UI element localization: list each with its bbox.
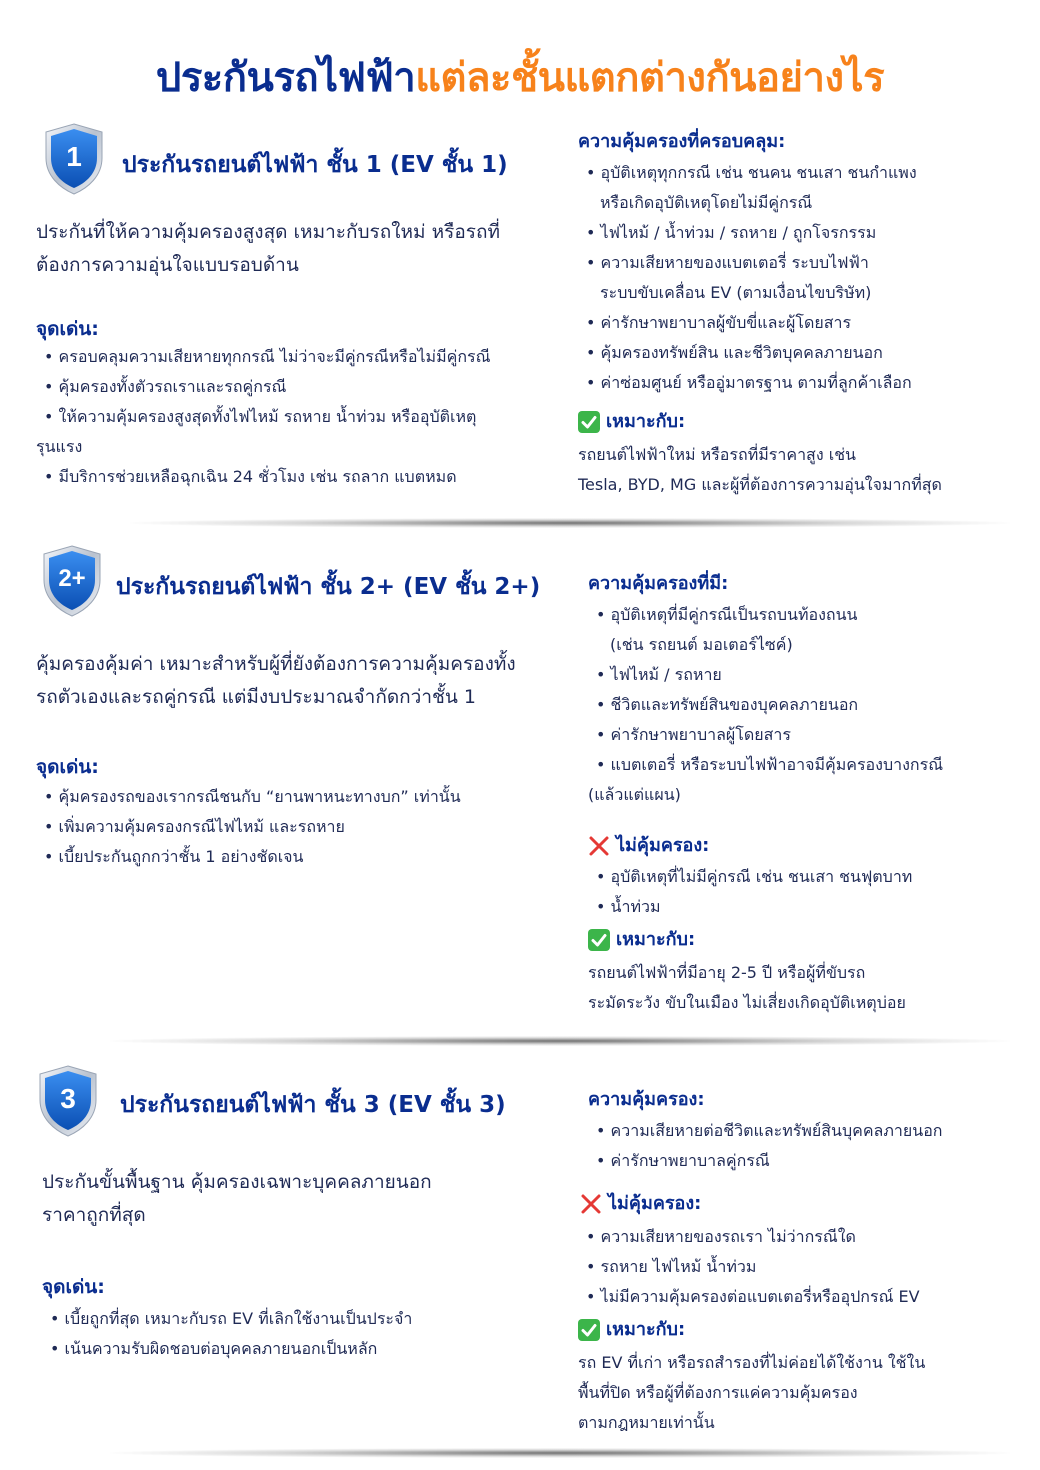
- suitable-heading-label: เหมาะกับ:: [606, 411, 686, 432]
- suitable-line: รถยนต์ไฟฟ้าใหม่ หรือรถที่มีราคาสูง เช่น: [578, 445, 856, 464]
- suitable-line: พื้นที่ปิด หรือผู้ที่ต้องการแค่ความคุ้มครอง: [578, 1383, 858, 1402]
- suitable-line: ตามกฎหมายเท่านั้น: [578, 1413, 715, 1432]
- highlights-heading: จุดเด่น:: [42, 1276, 105, 1298]
- list-item: • ความเสียหายของรถเรา ไม่ว่ากรณีใด: [578, 1222, 1018, 1252]
- highlights-heading: จุดเด่น:: [36, 756, 99, 778]
- list-item: หรือเกิดอุบัติเหตุโดยไม่มีคู่กรณี: [600, 193, 813, 212]
- check-icon: [588, 929, 610, 951]
- list-item: • เพิ่มความคุ้มครองกรณีไฟไหม้ และรถหาย: [36, 812, 566, 842]
- section-divider: [130, 518, 1010, 528]
- list-item: • ไฟไหม้ / รถหาย: [588, 660, 1018, 690]
- list-item: • ชีวิตและทรัพย์สินของบุคคลภายนอก: [588, 690, 1018, 720]
- suitable-line: รถ EV ที่เก่า หรือรถสำรองที่ไม่ค่อยได้ใช้งาน ใช้ใน: [578, 1353, 926, 1372]
- page-title-part2: แต่ละชั้นแตกต่างกันอย่างไร: [415, 55, 885, 101]
- list-item: • คุ้มครองทรัพย์สิน และชีวิตบุคคลภายนอก: [578, 338, 1018, 368]
- list-item: • อุบัติเหตุที่มีคู่กรณีเป็นรถบนท้องถนน: [588, 600, 1018, 630]
- page-title-part1: ประกันรถไฟฟ้า: [155, 55, 416, 101]
- not-covered-heading-label: ไม่คุ้มครอง:: [616, 835, 710, 856]
- list-item: รุนแรง: [36, 437, 83, 456]
- description-line: ต้องการความอุ่นใจแบบรอบด้าน: [36, 254, 299, 276]
- tier-title: ประกันรถยนต์ไฟฟ้า ชั้น 2+ (EV ชั้น 2+): [116, 574, 541, 600]
- list-item: • ไม่มีความคุ้มครองต่อแบตเตอรี่หรืออุปกรณ์ EV: [578, 1282, 1018, 1312]
- suitable-text: [578, 1348, 925, 1438]
- suitable-text: [578, 440, 942, 500]
- page-title: [0, 52, 1040, 104]
- coverage-list: [588, 600, 1018, 810]
- suitable-heading-label: เหมาะกับ:: [616, 929, 696, 950]
- description-line: ประกันขั้นพื้นฐาน คุ้มครองเฉพาะบุคคลภายนอก: [42, 1171, 432, 1193]
- list-item: ระบบขับเคลื่อน EV (ตามเงื่อนไขบริษัท): [600, 283, 872, 302]
- cross-icon: [588, 835, 610, 857]
- cross-icon: [580, 1193, 602, 1215]
- suitable-heading: [578, 1318, 685, 1342]
- tier-title: ประกันรถยนต์ไฟฟ้า ชั้น 3 (EV ชั้น 3): [120, 1092, 506, 1118]
- suitable-line: รถยนต์ไฟฟ้าที่มีอายุ 2-5 ปี หรือผู้ที่ขับรถ: [588, 963, 866, 982]
- suitable-text: [588, 958, 906, 1018]
- tier-2plus-section: [0, 540, 1040, 1040]
- description-line: ราคาถูกที่สุด: [42, 1204, 146, 1226]
- list-item: • น้ำท่วม: [588, 892, 1018, 922]
- description-line: ประกันที่ให้ความคุ้มครองสูงสุด เหมาะกับรถใหม่ หรือรถที่: [36, 221, 500, 243]
- description-line: คุ้มครองคุ้มค่า เหมาะสำหรับผู้ที่ยังต้องการความคุ้มครองทั้ง: [36, 653, 516, 675]
- suitable-line: ระมัดระวัง ขับในเมือง ไม่เสี่ยงเกิดอุบัติเหตุบ่อย: [588, 993, 906, 1012]
- tier-badge: 1: [66, 141, 82, 172]
- list-item: (เช่น รถยนต์ มอเตอร์ไซค์): [610, 635, 793, 654]
- coverage-heading: ความคุ้มครองที่ครอบคลุม:: [578, 131, 786, 152]
- list-item: • เบี้ยประกันถูกกว่าชั้น 1 อย่างชัดเจน: [36, 842, 566, 872]
- tier-description: [42, 1166, 432, 1232]
- coverage-heading: ความคุ้มครอง:: [588, 1089, 705, 1110]
- shield-icon: [36, 1064, 100, 1138]
- list-item: • เน้นความรับผิดชอบต่อบุคคลภายนอกเป็นหลัก: [42, 1334, 572, 1364]
- check-icon: [578, 1319, 600, 1341]
- shield-icon: [42, 122, 106, 196]
- list-item: • ไฟไหม้ / น้ำท่วม / รถหาย / ถูกโจรกรรม: [578, 218, 1018, 248]
- suitable-heading: [588, 928, 695, 952]
- list-item: • มีบริการช่วยเหลือฉุกเฉิน 24 ชั่วโมง เช่น รถลาก แบตหมด: [36, 462, 566, 492]
- list-item: • ให้ความคุ้มครองสูงสุดทั้งไฟไหม้ รถหาย น้ำท่วม หรืออุบัติเหตุ: [36, 402, 566, 432]
- list-item: • ค่าซ่อมศูนย์ หรืออู่มาตรฐาน ตามที่ลูกค้าเลือก: [578, 368, 1018, 398]
- list-item: • อุบัติเหตุที่ไม่มีคู่กรณี เช่น ชนเสา ชนฟุตบาท: [588, 862, 1018, 892]
- not-covered-heading: [588, 834, 709, 858]
- highlights-list: [42, 1304, 572, 1364]
- coverage-list: [578, 158, 1018, 398]
- not-covered-heading: [580, 1192, 701, 1216]
- highlights-list: [36, 782, 566, 872]
- suitable-line: Tesla, BYD, MG และผู้ที่ต้องการความอุ่นใจมากที่สุด: [578, 475, 942, 494]
- list-item: • ค่ารักษาพยาบาลคู่กรณี: [588, 1146, 1018, 1176]
- list-item: • อุบัติเหตุทุกกรณี เช่น ชนคน ชนเสา ชนกำแพง: [578, 158, 1018, 188]
- tier-1-section: [0, 118, 1040, 538]
- list-item: • ค่ารักษาพยาบาลผู้ขับขี่และผู้โดยสาร: [578, 308, 1018, 338]
- list-item: • คุ้มครองรถของเรากรณีชนกับ “ยานพาหนะทางบก” เท่านั้น: [36, 782, 566, 812]
- highlights-heading: จุดเด่น:: [36, 318, 99, 340]
- list-item: • ความเสียหายต่อชีวิตและทรัพย์สินบุคคลภายนอก: [588, 1116, 1018, 1146]
- tier-title: ประกันรถยนต์ไฟฟ้า ชั้น 1 (EV ชั้น 1): [122, 152, 508, 178]
- suitable-heading-label: เหมาะกับ:: [606, 1319, 686, 1340]
- tier-badge: 3: [60, 1083, 76, 1114]
- highlights-list: [36, 342, 566, 492]
- tier-badge: 2+: [58, 565, 86, 592]
- list-item: (แล้วแต่แผน): [588, 785, 681, 804]
- not-covered-list: [588, 862, 1018, 922]
- section-divider: [110, 1448, 1010, 1458]
- tier-3-section: [0, 1060, 1040, 1460]
- list-item: • ครอบคลุมความเสียหายทุกกรณี ไม่ว่าจะมีคู่กรณีหรือไม่มีคู่กรณี: [36, 342, 566, 372]
- tier-description: [36, 216, 500, 282]
- section-divider: [110, 1036, 1010, 1046]
- list-item: • แบตเตอรี่ หรือระบบไฟฟ้าอาจมีคุ้มครองบางกรณี: [588, 750, 1018, 780]
- shield-icon: [40, 544, 104, 618]
- list-item: • ความเสียหายของแบตเตอรี่ ระบบไฟฟ้า: [578, 248, 1018, 278]
- list-item: • รถหาย ไฟไหม้ น้ำท่วม: [578, 1252, 1018, 1282]
- list-item: • เบี้ยถูกที่สุด เหมาะกับรถ EV ที่เลิกใช้งานเป็นประจำ: [42, 1304, 572, 1334]
- tier-description: [36, 648, 516, 714]
- not-covered-list: [578, 1222, 1018, 1312]
- coverage-list: [588, 1116, 1018, 1176]
- coverage-heading: ความคุ้มครองที่มี:: [588, 573, 729, 594]
- description-line: รถตัวเองและรถคู่กรณี แต่มีงบประมาณจำกัดกว่าชั้น 1: [36, 686, 477, 708]
- list-item: • คุ้มครองทั้งตัวรถเราและรถคู่กรณี: [36, 372, 566, 402]
- suitable-heading: [578, 410, 685, 434]
- list-item: • ค่ารักษาพยาบาลผู้โดยสาร: [588, 720, 1018, 750]
- not-covered-heading-label: ไม่คุ้มครอง:: [608, 1193, 702, 1214]
- check-icon: [578, 411, 600, 433]
